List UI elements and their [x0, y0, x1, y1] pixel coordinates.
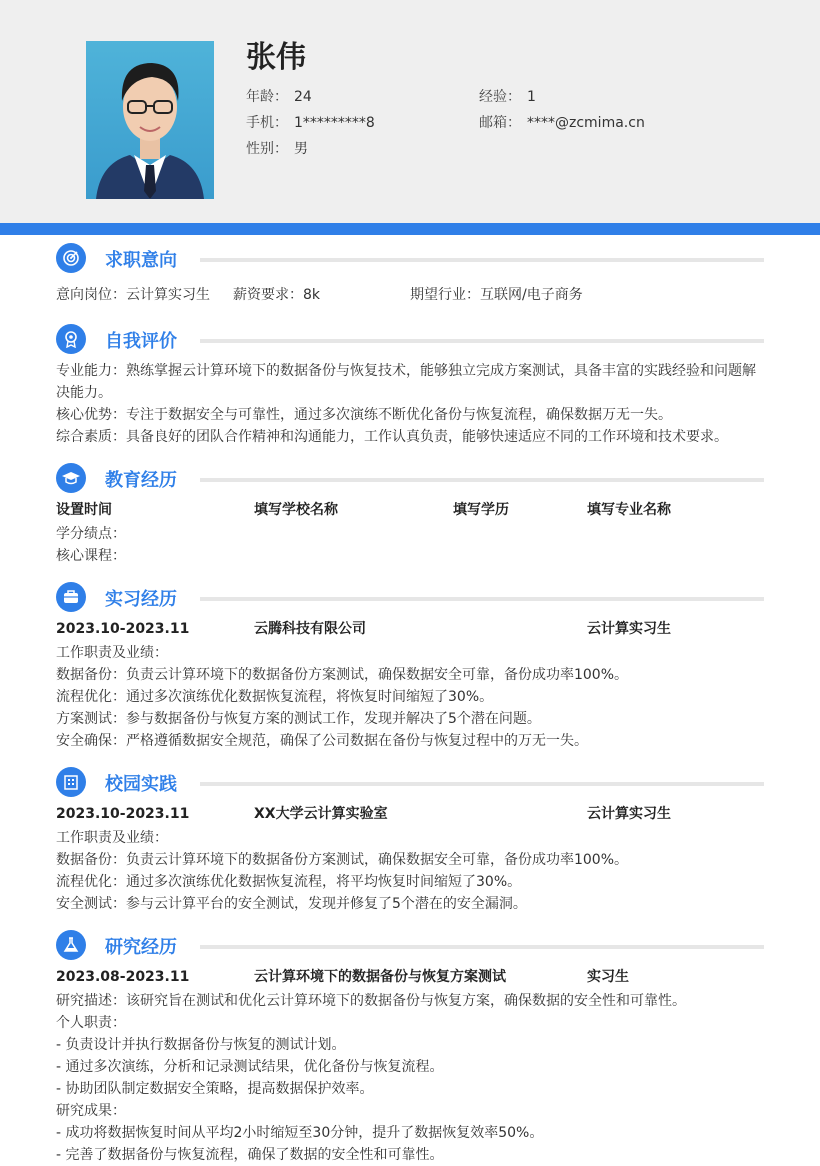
experience-value: 1 — [527, 89, 536, 105]
email-label: 邮箱： — [479, 115, 521, 131]
internship-line: 流程优化：通过多次演练优化数据恢复流程，将恢复时间缩短了30%。 — [56, 689, 494, 705]
education-courses: 核心课程： — [56, 548, 126, 564]
section-title-campus: 校园实践 — [105, 774, 177, 795]
campus-time: 2023.10-2023.11 — [56, 806, 190, 822]
section-title-internship: 实习经历 — [105, 589, 177, 610]
campus-line: 工作职责及业绩： — [56, 830, 168, 846]
age-info — [246, 86, 312, 106]
email-value: ****@zcmima.cn — [527, 115, 645, 131]
section-title-intent: 求职意向 — [105, 250, 177, 271]
internship-line: 数据备份：负责云计算环境下的数据备份方案测试，确保数据安全可靠，备份成功率100%。 — [56, 667, 629, 683]
section-divider — [200, 782, 764, 786]
section-title-self: 自我评价 — [105, 331, 177, 352]
section-divider — [200, 597, 764, 601]
internship-role: 云计算实习生 — [587, 621, 671, 637]
email-info — [479, 112, 645, 132]
section-divider — [200, 339, 764, 343]
research-line: - 成功将数据恢复时间从平均2小时缩短至30分钟，提升了数据恢复效率50%。 — [56, 1125, 544, 1141]
header-accent-bar — [0, 223, 820, 235]
research-line: 研究描述：该研究旨在测试和优化云计算环境下的数据备份与恢复方案，确保数据的安全性和可靠性。 — [56, 993, 686, 1009]
experience-info — [479, 86, 536, 106]
education-major: 填写专业名称 — [587, 502, 671, 518]
internship-time: 2023.10-2023.11 — [56, 621, 190, 637]
education-gpa: 学分绩点： — [56, 526, 126, 542]
age-label: 年龄： — [246, 89, 288, 105]
flask-icon — [56, 930, 86, 960]
education-degree: 填写学历 — [453, 502, 509, 518]
section-divider — [200, 478, 764, 482]
phone-label: 手机： — [246, 115, 288, 131]
experience-label: 经验： — [479, 89, 521, 105]
intent-industry: 期望行业：互联网/电子商务 — [410, 287, 583, 303]
gender-label: 性别： — [246, 141, 288, 157]
campus-org: XX大学云计算实验室 — [254, 806, 388, 822]
education-school: 填写学校名称 — [254, 502, 338, 518]
research-line: - 通过多次演练，分析和记录测试结果，优化备份与恢复流程。 — [56, 1059, 444, 1075]
research-role: 实习生 — [587, 969, 629, 985]
gender-value: 男 — [294, 141, 308, 157]
intent-position: 意向岗位：云计算实习生 — [56, 287, 210, 303]
gender-info — [246, 138, 308, 158]
section-title-education: 教育经历 — [105, 470, 177, 491]
campus-line: 安全测试：参与云计算平台的安全测试，发现并修复了5个潜在的安全漏洞。 — [56, 896, 527, 912]
self-line: 核心优势：专注于数据安全与可靠性，通过多次演练不断优化备份与恢复流程，确保数据万无一失。 — [56, 407, 672, 423]
education-time: 设置时间 — [56, 502, 112, 518]
campus-role: 云计算实习生 — [587, 806, 671, 822]
research-line: 研究成果： — [56, 1103, 126, 1119]
profile-photo — [86, 41, 214, 199]
self-line: 综合素质：具备良好的团队合作精神和沟通能力，工作认真负责，能够快速适应不同的工作环境和技术要求。 — [56, 429, 728, 445]
phone-value: 1*********8 — [294, 115, 375, 131]
self-line: 专业能力：熟练掌握云计算环境下的数据备份与恢复技术，能够独立完成方案测试，具备丰富的实践经验和问题解决能力。 — [56, 363, 756, 401]
research-project: 云计算环境下的数据备份与恢复方案测试 — [254, 969, 506, 985]
research-line: - 完善了数据备份与恢复流程，确保了数据的安全性和可靠性。 — [56, 1147, 444, 1163]
target-icon — [56, 243, 86, 273]
internship-line: 工作职责及业绩： — [56, 645, 168, 661]
intent-salary: 薪资要求：8k — [233, 287, 321, 303]
section-divider — [200, 945, 764, 949]
building-icon — [56, 767, 86, 797]
campus-line: 流程优化：通过多次演练优化数据恢复流程，将平均恢复时间缩短了30%。 — [56, 874, 522, 890]
internship-line: 方案测试：参与数据备份与恢复方案的测试工作，发现并解决了5个潜在问题。 — [56, 711, 541, 727]
candidate-name: 张伟 — [246, 40, 306, 75]
section-divider — [200, 258, 764, 262]
section-title-research: 研究经历 — [105, 937, 177, 958]
research-line: - 负责设计并执行数据备份与恢复的测试计划。 — [56, 1037, 346, 1053]
internship-line: 安全确保：严格遵循数据安全规范，确保了公司数据在备份与恢复过程中的万无一失。 — [56, 733, 588, 749]
age-value: 24 — [294, 89, 312, 105]
award-icon — [56, 324, 86, 354]
briefcase-icon — [56, 582, 86, 612]
internship-company: 云腾科技有限公司 — [254, 621, 366, 637]
research-line: 个人职责： — [56, 1015, 126, 1031]
campus-line: 数据备份：负责云计算环境下的数据备份方案测试，确保数据安全可靠，备份成功率100%。 — [56, 852, 629, 868]
phone-info — [246, 112, 375, 132]
graduation-cap-icon — [56, 463, 86, 493]
research-line: - 协助团队制定数据安全策略，提高数据保护效率。 — [56, 1081, 374, 1097]
research-time: 2023.08-2023.11 — [56, 969, 190, 985]
